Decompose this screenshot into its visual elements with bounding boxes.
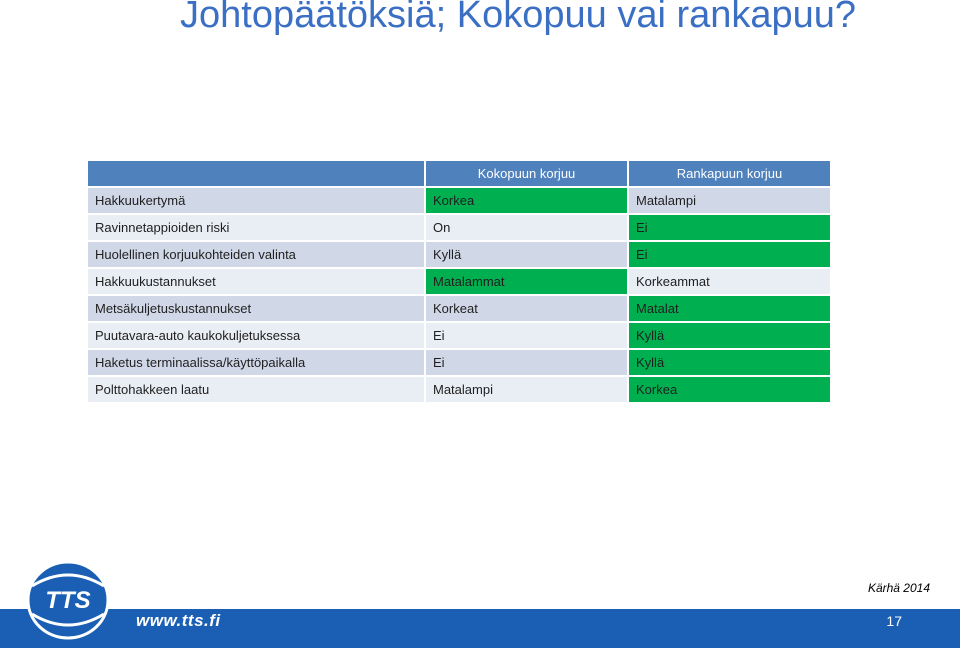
- header-kokopuu: Kokopuun korjuu: [426, 161, 627, 186]
- row-label: Hakkuukertymä: [88, 188, 424, 213]
- cell-kokopuu: On: [426, 215, 627, 240]
- cell-rankapuu: Kyllä: [629, 350, 830, 375]
- table-body: [88, 188, 830, 402]
- source-note: Kärhä 2014: [867, 581, 930, 595]
- cell-rankapuu: Korkea: [629, 377, 830, 402]
- table-row: [88, 269, 830, 294]
- cell-kokopuu: Matalampi: [426, 377, 627, 402]
- row-label: Huolellinen korjuukohteiden valinta: [88, 242, 424, 267]
- table-row: [88, 188, 830, 213]
- cell-kokopuu: Korkea: [426, 188, 627, 213]
- table-header-row: [88, 161, 830, 186]
- cell-rankapuu: Matalampi: [629, 188, 830, 213]
- row-label: Haketus terminaalissa/käyttöpaikalla: [88, 350, 424, 375]
- row-label: Puutavara-auto kaukokuljetuksessa: [88, 323, 424, 348]
- cell-rankapuu: Ei: [629, 215, 830, 240]
- cell-rankapuu: Kyllä: [629, 323, 830, 348]
- row-label: Hakkuukustannukset: [88, 269, 424, 294]
- cell-kokopuu: Kyllä: [426, 242, 627, 267]
- cell-kokopuu: Ei: [426, 350, 627, 375]
- cell-rankapuu: Matalat: [629, 296, 830, 321]
- comparison-table: [86, 159, 832, 404]
- table-row: [88, 377, 830, 402]
- slide-title: Johtopäätöksiä; Kokopuu vai rankapuu?: [180, 0, 857, 36]
- row-label: Metsäkuljetuskustannukset: [88, 296, 424, 321]
- cell-rankapuu: Ei: [629, 242, 830, 267]
- table-row: [88, 350, 830, 375]
- tts-logo: [22, 556, 130, 642]
- cell-kokopuu: Korkeat: [426, 296, 627, 321]
- logo-text: TTS: [45, 587, 91, 614]
- cell-rankapuu: Korkeammat: [629, 269, 830, 294]
- table-row: [88, 296, 830, 321]
- table-row: [88, 215, 830, 240]
- website-url: www.tts.fi: [136, 611, 221, 630]
- row-label: Ravinnetappioiden riski: [88, 215, 424, 240]
- table-row: [88, 242, 830, 267]
- cell-kokopuu: Ei: [426, 323, 627, 348]
- row-label: Polttohakkeen laatu: [88, 377, 424, 402]
- page-number: 17: [886, 613, 902, 629]
- header-rankapuu: Rankapuun korjuu: [629, 161, 830, 186]
- table-row: [88, 323, 830, 348]
- cell-kokopuu: Matalammat: [426, 269, 627, 294]
- header-empty: [88, 161, 424, 186]
